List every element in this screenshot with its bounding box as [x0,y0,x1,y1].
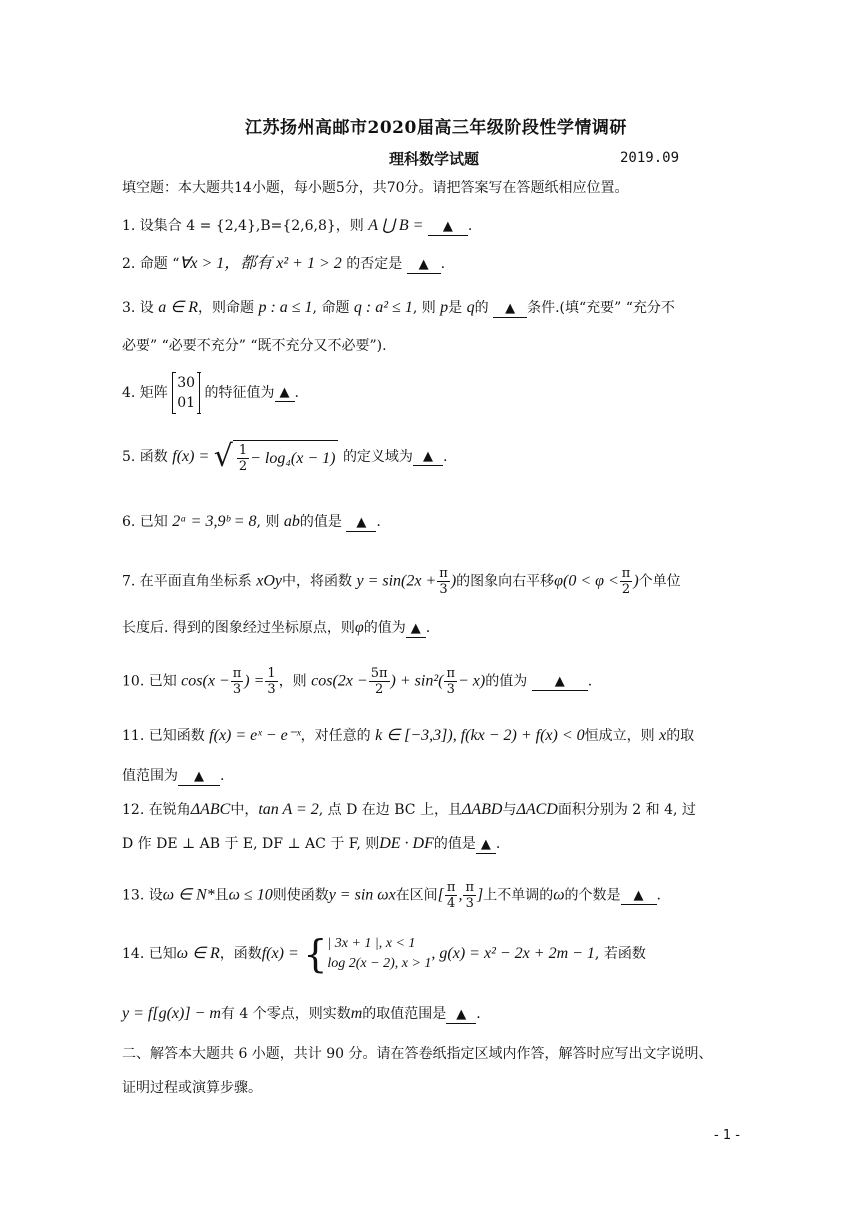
page-subtitle: 理科数学试题 [389,150,480,168]
answer-blank-marker: ▲ [279,385,290,400]
answer-blank-marker: ▲ [633,887,644,903]
answer-blank-marker: ▲ [422,449,433,464]
answer-blank-marker: ▲ [505,301,516,316]
question-7: 7. 在平面直角坐标系 xOy中，将函数 y = sin(2x + $\frac{\pi}{3}$ )的图象向右平移φ(0 < φ < $\frac{\pi}{2}$ )个单位 [122,566,681,597]
question-13: 13. 设ω ∈ N*且ω ≤ 10则使函数y = sin ωx在区间[ $\frac{\pi}{4}$ , $\frac{\pi}{3}$ ]上不单调的ω的个数是 ▲ . [122,880,661,911]
question-4: 4. 矩阵 30 01 的特征值为 ▲ . [122,372,299,414]
question-2: 2. 命题 “∀x > 1，都有 x² + 1 > 2 的否定是 ▲ . [122,255,446,272]
question-7-line2: 长度后. 得到的图象经过坐标原点，则φ的值为 ▲ . [122,619,431,636]
page-title: 江苏扬州高邮市2020届高三年级阶段性学情调研 [245,118,627,138]
answer-blank-marker: ▲ [554,673,565,689]
question-12-line2: D 作 DE ⊥ AB 于 E, DF ⊥ AC 于 F, 则DE · DF的值是 ▲ . [122,835,501,852]
question-3-line2: 必要” “必要不充分” “既不充分又不必要”). [122,338,387,354]
question-12: 12. 在锐角ΔABC中，tan A = 2, 点 D 在边 BC 上，且ΔABD与ΔACD面积分别为 2 和 4, 过 [122,801,696,818]
question-3: 3. 设 a ∈ R，则命题 p : a ≤ 1, 命题 q : a² ≤ 1, 则 p是 q的 ▲ 条件.(填“充要” “充分不 [122,299,675,316]
question-14: 14. 已知ω ∈ R，函数f(x) = { | 3x + 1 |, x < 1 log 2(x − 2), x > 1 , g(x) = x² − 2x + 2m − 1, 若函数 [122,932,646,976]
answer-blank-marker: ▲ [410,621,421,636]
answer-blank-marker: ▲ [442,219,453,234]
page-number: - 1 - [714,1128,740,1143]
answer-blank-marker: ▲ [456,1007,467,1022]
answer-blank-marker: ▲ [194,769,204,784]
section2-intro-line2: 证明过程或演算步骤。 [122,1080,262,1096]
question-5: 5. 函数 f(x) = √ $\frac{1}{2}$ − log₄(x − 1) 的定义域为 ▲ . [122,439,448,474]
answer-blank-marker: ▲ [356,515,367,530]
question-11: 11. 已知函数 f(x) = eˣ − e⁻ˣ，对任意的 k ∈ [−3,3]), f(kx − 2) + f(x) < 0恒成立，则 x的取 [122,727,695,744]
answer-blank-marker: ▲ [418,257,429,272]
matrix: 30 01 [172,372,200,414]
piecewise-function: { | 3x + 1 |, x < 1 log 2(x − 2), x > 1 [303,932,432,976]
question-11-line2: 值范围为 ▲ . [122,768,225,784]
answer-blank-marker: ▲ [480,837,491,852]
question-10: 10. 已知 cos(x − $\frac{\pi}{3}$ ) = $\frac{1}{3}$ ，则 cos(2x − $\frac{5\pi}{2}$ ) + sin²( $\frac{\pi}{3}$ − x)的值为 ▲ . [122,666,593,697]
question-14-line2: y = f[g(x)] − m有 4 个零点，则实数m的取值范围是 ▲ . [122,1005,481,1022]
section1-intro: 填空题：本大题共14小题，每小题5分，共70分。请把答案写在答题纸相应位置。 [122,180,629,196]
section2-intro-line1: 二、解答本大题共 6 小题，共计 90 分。请在答卷纸指定区域内作答，解答时应写出文字说明、 [122,1046,713,1062]
square-root: √ $\frac{1}{2}$ − log₄(x − 1) [214,440,339,474]
question-6: 6. 已知 2ᵃ = 3,9ᵇ = 8, 则 ab的值是 ▲ . [122,513,381,530]
question-1: 1. 设集合 4 = {2,4},B={2,6,8}，则 A ⋃ B = ▲ . [122,217,473,234]
exam-date: 2019.09 [620,150,680,166]
